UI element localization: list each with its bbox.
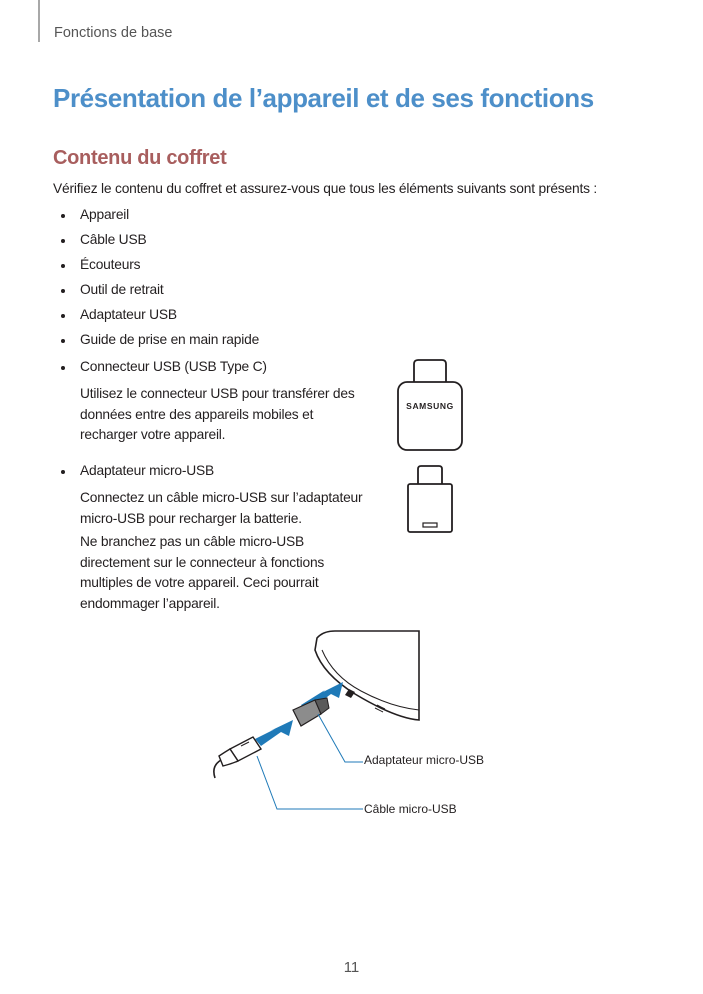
- connector-brand: SAMSUNG: [406, 401, 454, 411]
- page-title: Présentation de l’appareil et de ses fonctions: [53, 83, 594, 113]
- bullet: [61, 214, 65, 218]
- bullet: [61, 339, 65, 343]
- list-item: Adaptateur micro-USB: [80, 463, 215, 478]
- connector-description: Utilisez le connecteur USB pour transférer des données entre des appareils mobiles et recharger votre appareil.: [80, 386, 355, 442]
- list-item: Appareil: [80, 207, 130, 222]
- list-item: Connecteur USB (USB Type C): [80, 359, 267, 374]
- bullet: [61, 470, 65, 474]
- cable-wire: [214, 760, 221, 778]
- leader-line: [257, 756, 363, 809]
- connection-diagram: [205, 628, 425, 828]
- micro-usb-adapter-illustration: [404, 464, 456, 536]
- usb-connector-illustration: [394, 358, 466, 454]
- bullet: [61, 366, 65, 370]
- insert-arrow: [255, 720, 293, 746]
- label-cable: Câble micro-USB: [364, 802, 457, 816]
- bullet: [61, 264, 65, 268]
- bullet: [61, 289, 65, 293]
- label-adapter: Adaptateur micro-USB: [364, 753, 485, 767]
- header-rule: [38, 0, 40, 42]
- adapter-warning: Ne branchez pas un câble micro-USB directement sur le connecteur à fonctions multiples de votre appareil. Ceci pourrait endommager l’appareil.: [80, 534, 325, 611]
- page-number: 11: [343, 959, 360, 976]
- section-header: Fonctions de base: [54, 25, 173, 41]
- list-item: Adaptateur USB: [80, 307, 177, 322]
- list-item: Câble USB: [80, 232, 147, 247]
- leader-line: [318, 714, 363, 762]
- section-subtitle: Contenu du coffret: [53, 147, 227, 169]
- phone-corner: [315, 631, 419, 720]
- list-item: Guide de prise en main rapide: [80, 332, 260, 347]
- adapter-description: Connectez un câble micro-USB sur l’adaptateur micro-USB pour recharger la batterie.: [80, 490, 363, 526]
- list-item: Écouteurs: [80, 257, 141, 272]
- bullet: [61, 314, 65, 318]
- bullet: [61, 239, 65, 243]
- list-item: Outil de retrait: [80, 282, 164, 297]
- intro-text: Vérifiez le contenu du coffret et assurez-vous que tous les éléments suivants sont présents :: [53, 181, 598, 196]
